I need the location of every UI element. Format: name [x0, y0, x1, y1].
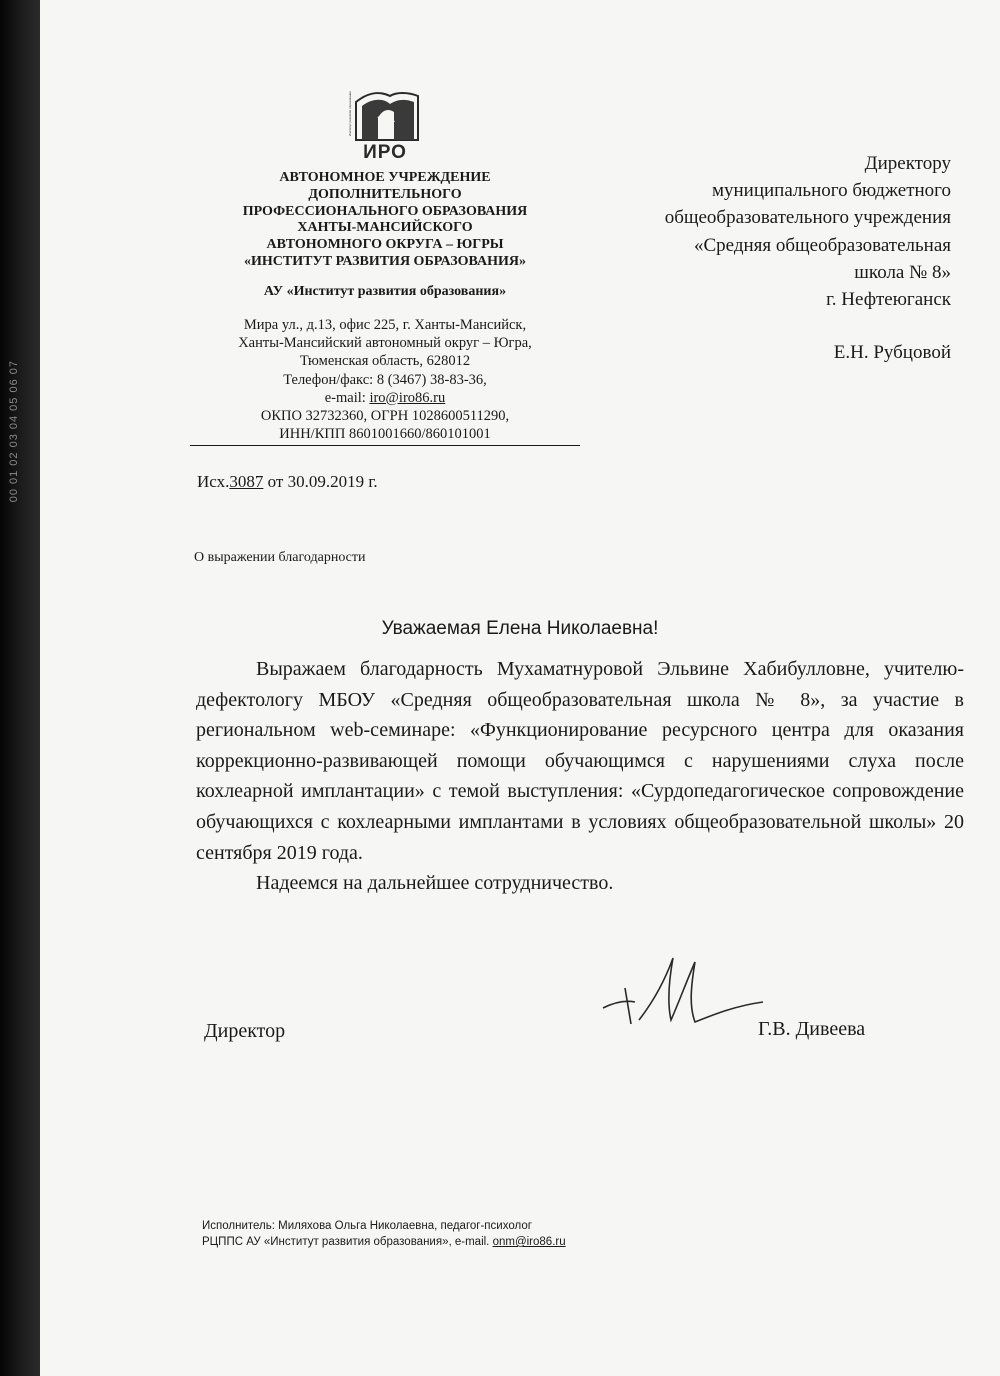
email-prefix: e-mail: [324, 389, 370, 406]
executor-line: Исполнитель: Миляхова Ольга Николаевна, педагог-психолог [202, 1220, 532, 1232]
addressee-block [595, 150, 951, 366]
addressee-line: г. Нефтеюганск [826, 289, 951, 311]
logo-wordmark: ИРО [363, 142, 407, 163]
handwritten-signature-icon [595, 950, 765, 1040]
outgoing-date: от 30.09.2019 г. [263, 472, 378, 491]
body-paragraph: Выражаем благодарность Мухаматнуровой Эльвине Хабибулловне, учителю-дефектологу МБОУ «Средняя общеобразовательная школа № 8», за участие в региональном web-семинаре: «Функционирование ресурсного центра для оказания коррекционно-развивающей помощи обучающимся с нарушениями слуха после кохлеарной имплантации» с темой выступления: «Сурдопедагогическое сопровождение обучающихся с кохлеарными имплантами в условиях общеобразовательной школы» 20 сентября 2019 года. [196, 658, 964, 864]
address-line: Мира ул., д.13, офис 225, г. Ханты-Мансийск, [243, 317, 527, 333]
header-divider [190, 445, 580, 446]
letter-page [40, 0, 1000, 1376]
okpo-line: ОКПО 32732360, ОГРН 1028600511290, [260, 408, 510, 425]
org-email-link[interactable]: iro@iro86.ru [369, 389, 446, 406]
signatory-name: Г.В. Дивеева [758, 1018, 866, 1040]
executor-info [202, 1218, 702, 1250]
outgoing-number-value: 3087 [229, 472, 264, 491]
addressee-line: общеобразовательного учреждения [664, 207, 951, 229]
addressee-name: Е.Н. Рубцовой [833, 342, 951, 364]
executor-org: РЦППС АУ «Институт развития образования», e-mail. [202, 1236, 493, 1248]
organization-name [190, 170, 580, 271]
letter-subject: О выражении благодарности [194, 550, 366, 565]
addressee-line: Директору [864, 153, 951, 174]
email-line [190, 389, 580, 407]
addressee-line: школа № 8» [854, 261, 951, 283]
address-line: Ханты-Мансийский автономный округ – Югра, [238, 335, 532, 352]
addressee-line: «Средняя общеобразовательная [693, 234, 951, 256]
address-line: Телефон/факс: 8 (3467) 38-83-36, [283, 371, 487, 388]
organization-short-name: АУ «Институт развития образования» [263, 284, 507, 299]
outgoing-prefix: Исх. [197, 472, 230, 491]
outgoing-number [197, 472, 378, 492]
org-line: «ИНСТИТУТ РАЗВИТИЯ ОБРАЗОВАНИЯ» [244, 253, 526, 269]
org-line: ХАНТЫ-МАНСИЙСКОГО [297, 220, 473, 236]
org-line: АВТОНОМНОГО ОКРУГА – ЮГРЫ [266, 237, 504, 253]
org-line: ДОПОЛНИТЕЛЬНОГО [308, 186, 462, 202]
salutation: Уважаемая Елена Николаевна! [381, 618, 659, 639]
body-paragraph: Надеемся на дальнейшее сотрудничество. [256, 872, 614, 895]
org-line: ПРОФЕССИОНАЛЬНОГО ОБРАЗОВАНИЯ [242, 203, 528, 219]
org-line: АВТОНОМНОЕ УЧРЕЖДЕНИЕ [279, 170, 491, 185]
executor-line [202, 1234, 702, 1250]
scanner-edge-text: 00 01 02 03 04 05 06 07 [8, 360, 20, 503]
logo-tiny-text: Институт развития образования [348, 91, 352, 136]
organization-address [190, 316, 580, 443]
address-line: Тюменская область, 628012 [299, 353, 471, 370]
inn-line: ИНН/КПП 8601001660/860101001 [279, 426, 491, 443]
scanner-edge [0, 0, 40, 1376]
addressee-line: муниципального бюджетного [711, 180, 951, 202]
executor-email-link[interactable]: onm@iro86.ru [492, 1236, 566, 1248]
letter-body [196, 654, 964, 899]
signatory-role: Директор [204, 1020, 286, 1042]
